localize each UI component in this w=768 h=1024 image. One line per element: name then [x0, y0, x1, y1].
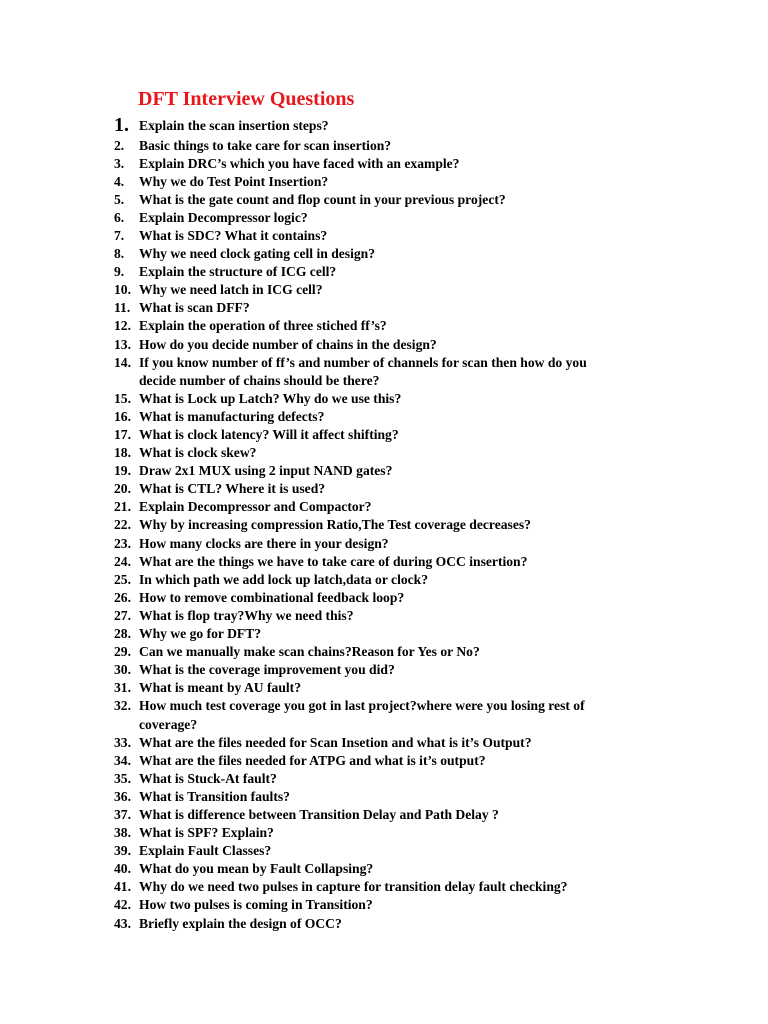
- question-item: [0, 607, 659, 625]
- question-number: 29.: [114, 644, 131, 660]
- question-number: 19.: [114, 463, 131, 479]
- question-item: [0, 734, 659, 752]
- question-item: [0, 317, 659, 335]
- question-number: 40.: [114, 861, 131, 877]
- question-number: 36.: [114, 788, 131, 804]
- question-number: 28.: [114, 626, 131, 642]
- question-number: 31.: [114, 680, 131, 696]
- question-text: How many clocks are there in your design?: [139, 535, 389, 551]
- question-number: 33.: [114, 734, 131, 750]
- question-text: What is SPF? Explain?: [139, 825, 274, 841]
- question-number: 1.: [114, 114, 129, 136]
- question-number: 37.: [114, 806, 131, 822]
- question-item: [0, 806, 659, 824]
- question-number: 17.: [114, 427, 131, 442]
- question-item: [0, 516, 659, 534]
- question-number: 16.: [114, 408, 131, 424]
- question-number: 8.: [114, 246, 125, 262]
- question-text: How much test coverage you got in last project?where were you losing rest of: [139, 698, 585, 714]
- question-item: [0, 191, 659, 209]
- question-text: Why we do Test Point Insertion?: [139, 173, 329, 189]
- question-text: What is difference between Transition Delay and Path Delay ?: [139, 806, 499, 822]
- question-text: What is clock skew?: [139, 445, 257, 461]
- question-text: What is Stuck-At fault?: [139, 770, 277, 786]
- question-text: Why by increasing compression Ratio,The Test coverage decreases?: [139, 517, 531, 533]
- question-text: Explain Decompressor and Compactor?: [139, 499, 372, 515]
- question-item: [0, 553, 659, 571]
- question-text-continued: coverage?: [139, 716, 198, 732]
- question-number: 13.: [114, 336, 131, 352]
- question-number: 15.: [114, 390, 131, 406]
- question-item: [0, 824, 659, 842]
- question-item: [0, 679, 659, 697]
- question-item: [0, 336, 659, 354]
- question-item: [0, 299, 659, 317]
- question-text: Draw 2x1 MUX using 2 input NAND gates?: [139, 463, 393, 479]
- question-number: 30.: [114, 662, 131, 678]
- question-item: [0, 444, 659, 462]
- question-text: Explain the operation of three stiched ff’s?: [139, 318, 387, 334]
- question-item: [0, 390, 659, 408]
- question-item: [0, 408, 659, 426]
- question-number: 18.: [114, 445, 131, 461]
- question-item: [0, 535, 659, 553]
- question-text: What is the coverage improvement you did?: [139, 662, 395, 678]
- question-number: 25.: [114, 571, 131, 587]
- question-number: 21.: [114, 499, 131, 515]
- question-number: 27.: [114, 607, 131, 623]
- question-text: Explain DRC’s which you have faced with an example?: [139, 155, 460, 171]
- question-number: 38.: [114, 825, 131, 841]
- question-text: What do you mean by Fault Collapsing?: [139, 861, 374, 877]
- question-item: [0, 589, 659, 607]
- question-text: What is Lock up Latch? Why do we use this?: [139, 390, 402, 406]
- question-text: If you know number of ff’s and number of channels for scan then how do you: [139, 354, 587, 370]
- question-text: Why we go for DFT?: [139, 626, 262, 642]
- question-text: Why we need clock gating cell in design?: [139, 246, 376, 262]
- question-number: 26.: [114, 589, 131, 605]
- question-text: Explain Fault Classes?: [139, 843, 272, 859]
- question-text: What is CTL? Where it is used?: [139, 481, 326, 497]
- question-item: [0, 426, 659, 444]
- question-text: Explain the scan insertion steps?: [139, 118, 329, 133]
- question-number: 11.: [114, 300, 131, 316]
- question-item: [0, 697, 659, 733]
- question-text: What are the things we have to take care of during OCC insertion?: [139, 553, 528, 569]
- question-text: What is clock latency? Will it affect shifting?: [139, 427, 399, 442]
- question-text: Why do we need two pulses in capture for transition delay fault checking?: [139, 879, 568, 895]
- question-number: 24.: [114, 553, 131, 569]
- question-text: What is meant by AU fault?: [139, 680, 302, 696]
- question-item: [0, 896, 659, 914]
- question-item: [0, 114, 659, 137]
- question-text: What are the files needed for ATPG and what is it’s output?: [139, 752, 486, 768]
- question-number: 3.: [114, 155, 125, 171]
- question-item: [0, 571, 659, 589]
- question-number: 5.: [114, 191, 125, 207]
- question-number: 10.: [114, 282, 131, 298]
- question-number: 7.: [114, 227, 125, 243]
- question-item: [0, 915, 659, 933]
- question-text: What is SDC? What it contains?: [139, 227, 328, 243]
- question-item: [0, 770, 659, 788]
- question-text: Explain the structure of ICG cell?: [139, 264, 337, 280]
- question-item: [0, 643, 659, 661]
- question-number: 23.: [114, 535, 131, 551]
- question-item: [0, 498, 659, 516]
- question-number: 39.: [114, 843, 131, 859]
- question-number: 20.: [114, 481, 131, 497]
- question-number: 14.: [114, 354, 131, 370]
- question-text: What is scan DFF?: [139, 300, 250, 316]
- question-item: [0, 263, 659, 281]
- question-list: [0, 114, 768, 933]
- question-number: 12.: [114, 318, 131, 334]
- question-number: 42.: [114, 897, 131, 913]
- question-text: How two pulses is coming in Transition?: [139, 897, 373, 913]
- question-number: 9.: [114, 264, 125, 280]
- question-text-continued: decide number of chains should be there?: [139, 372, 380, 388]
- question-item: [0, 878, 659, 896]
- question-text: What is the gate count and flop count in your previous project?: [139, 191, 506, 207]
- question-item: [0, 752, 659, 770]
- question-item: [0, 245, 659, 263]
- question-number: 32.: [114, 698, 131, 714]
- question-item: [0, 155, 659, 173]
- question-item: [0, 173, 659, 191]
- question-text: What is Transition faults?: [139, 788, 290, 804]
- question-item: [0, 281, 659, 299]
- question-item: [0, 480, 659, 498]
- question-item: [0, 227, 659, 245]
- question-text: How to remove combinational feedback loop?: [139, 589, 405, 605]
- question-item: [0, 661, 659, 679]
- question-number: 2.: [114, 137, 125, 153]
- question-item: [0, 788, 659, 806]
- question-item: [0, 462, 659, 480]
- question-item: [0, 137, 659, 155]
- question-number: 6.: [114, 209, 125, 225]
- question-text: What is flop tray?Why we need this?: [139, 607, 354, 623]
- question-number: 34.: [114, 752, 131, 768]
- question-number: 4.: [114, 173, 125, 189]
- question-item: [0, 354, 659, 390]
- question-number: 43.: [114, 915, 131, 931]
- question-text: Can we manually make scan chains?Reason for Yes or No?: [139, 644, 480, 660]
- question-item: [0, 625, 659, 643]
- question-number: 41.: [114, 879, 131, 895]
- question-text: What is manufacturing defects?: [139, 408, 325, 424]
- question-item: [0, 209, 659, 227]
- question-text: Basic things to take care for scan insertion?: [139, 137, 392, 153]
- question-text: Briefly explain the design of OCC?: [139, 915, 342, 931]
- question-text: Explain Decompressor logic?: [139, 209, 308, 225]
- question-text: Why we need latch in ICG cell?: [139, 282, 323, 298]
- question-number: 22.: [114, 517, 131, 533]
- question-text: What are the files needed for Scan Insetion and what is it’s Output?: [139, 734, 532, 750]
- question-item: [0, 842, 659, 860]
- question-text: How do you decide number of chains in the design?: [139, 336, 437, 352]
- question-number: 35.: [114, 770, 131, 786]
- question-item: [0, 860, 659, 878]
- document-title: DFT Interview Questions: [138, 88, 355, 110]
- question-text: In which path we add lock up latch,data or clock?: [139, 571, 429, 587]
